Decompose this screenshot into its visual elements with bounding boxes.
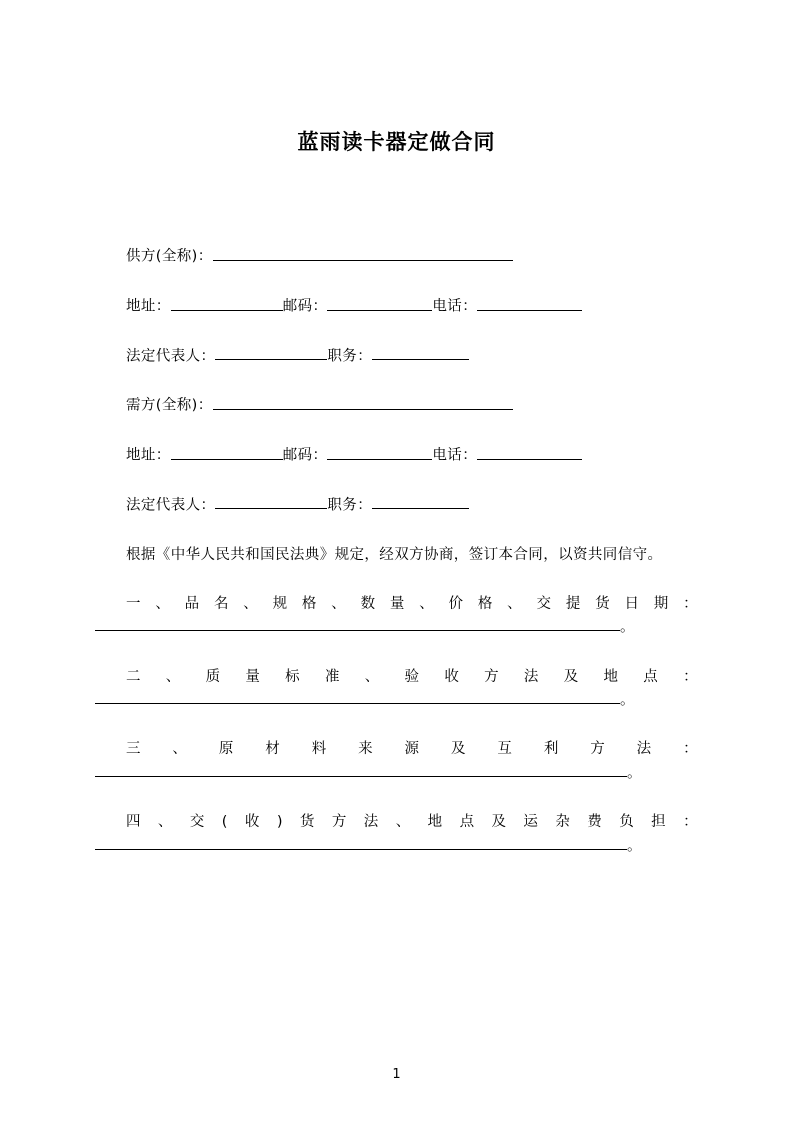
supplier-phone-blank[interactable] — [477, 295, 582, 311]
clause-4-blank[interactable] — [95, 835, 565, 851]
supplier-legal-rep-field — [95, 345, 698, 369]
clause-4 — [95, 811, 698, 858]
supplier-name-field — [95, 245, 698, 269]
clause-2-blank-2[interactable] — [565, 689, 620, 705]
clause-2-blank[interactable] — [95, 689, 565, 705]
clause-1 — [95, 593, 698, 640]
clause-2-text: 二、质量标准、验收方法及地点： — [126, 668, 698, 685]
supplier-legal-rep-label: 法定代表人： — [126, 348, 216, 365]
clause-3 — [95, 738, 698, 785]
document-body — [95, 245, 698, 858]
supplier-phone-label: 电话： — [432, 298, 478, 315]
supplier-position-label: 职务： — [327, 348, 373, 365]
contract-basis-paragraph: 根据《中华人民共和国民法典》规定，经双方协商，签订本合同，以资共同信守。 — [126, 546, 663, 563]
clause-3-blank-2[interactable] — [565, 762, 627, 778]
buyer-name-label: 需方(全称)： — [126, 397, 213, 414]
buyer-phone-blank[interactable] — [477, 444, 582, 460]
buyer-position-blank[interactable] — [372, 494, 469, 510]
supplier-position-blank[interactable] — [372, 345, 469, 361]
buyer-address-label: 地址： — [126, 447, 171, 464]
buyer-name-field — [95, 394, 698, 418]
clause-3-blank[interactable] — [95, 762, 565, 778]
clause-1-text: 一、品名、规格、数量、价格、交提货日期： — [126, 595, 698, 612]
clause-2-end: 。 — [620, 692, 635, 709]
page-number: 1 — [392, 1067, 401, 1082]
clause-2 — [95, 666, 698, 713]
buyer-postcode-label: 邮码： — [282, 447, 328, 464]
clause-4-text: 四、交(收)货方法、地点及运杂费负担： — [126, 814, 698, 831]
clause-4-end: 。 — [627, 838, 642, 855]
clause-1-blank[interactable] — [95, 616, 565, 632]
buyer-contact-field — [95, 444, 698, 468]
clause-3-text: 三、原材料来源及互利方法： — [126, 741, 698, 758]
buyer-phone-label: 电话： — [432, 447, 478, 464]
buyer-name-blank[interactable] — [213, 394, 513, 410]
supplier-address-label: 地址： — [126, 298, 171, 315]
buyer-legal-rep-blank[interactable] — [215, 494, 327, 510]
supplier-postcode-label: 邮码： — [282, 298, 328, 315]
clause-1-blank-2[interactable] — [565, 616, 620, 632]
clause-1-end: 。 — [620, 619, 635, 636]
supplier-address-blank[interactable] — [171, 295, 283, 311]
clause-3-end: 。 — [627, 765, 642, 782]
buyer-postcode-blank[interactable] — [327, 444, 432, 460]
supplier-legal-rep-blank[interactable] — [215, 345, 327, 361]
buyer-legal-rep-field — [95, 494, 698, 518]
supplier-postcode-blank[interactable] — [327, 295, 432, 311]
clause-4-blank-2[interactable] — [565, 835, 627, 851]
supplier-contact-field — [95, 295, 698, 319]
supplier-name-blank[interactable] — [213, 245, 513, 261]
page-title: 蓝雨读卡器定做合同 — [297, 130, 496, 154]
supplier-name-label: 供方(全称)： — [126, 248, 213, 265]
buyer-address-blank[interactable] — [171, 444, 283, 460]
buyer-position-label: 职务： — [327, 497, 373, 514]
buyer-legal-rep-label: 法定代表人： — [126, 497, 216, 514]
